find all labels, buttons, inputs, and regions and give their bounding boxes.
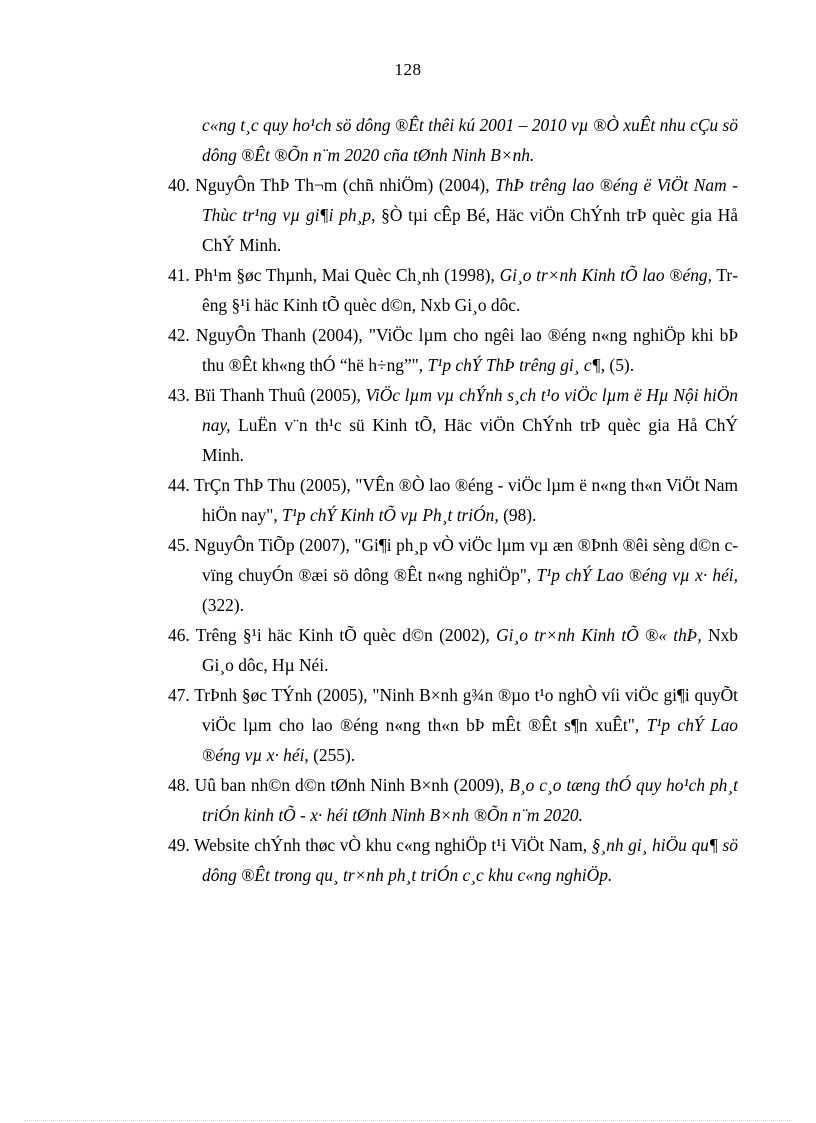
reference-author-text: Ph¹m §øc Thµnh, Mai Quèc Ch¸nh (1998), [194,265,500,285]
reference-publication-text: , §Ò tµi cÊp Bé, Häc viÖn ChÝnh trÞ quèc gia Hå ChÝ Minh. [202,205,738,255]
reference-title: T¹p chÝ Kinh tÕ vµ Ph¸t triÓn, [282,505,499,525]
reference-author-text: NguyÔn ThÞ Th¬m (chñ nhiÖm) (2004), [195,175,496,195]
reference-item [168,680,738,770]
reference-publication-text: Trêng §¹i häc Kinh tÕ quèc d©n, Nxb Gi¸o dôc. [202,265,738,315]
reference-publication-text: (255). [308,745,356,765]
reference-number: 46. [168,625,190,645]
reference-author-text: NguyÔn TiÕp (2007), "Gi¶i ph¸p vÒ viÖc lµm vµ æn ®Þnh ®êi sèng d©n c vïng chuyÓn ®æi sö dông ®Êt n«ng nghiÖp", [194,535,738,585]
reference-author-text: Uû ban nh©n d©n tØnh Ninh B×nh (2009), [194,775,510,795]
reference-number: 44. [168,475,190,495]
reference-item [168,770,738,830]
reference-title: Gi¸o tr×nh Kinh tÕ lao ®éng, [499,265,712,285]
reference-title: T¹p chÝ Lao ®éng vµ x· héi, [202,715,738,765]
reference-list [168,110,738,890]
reference-author-text: TrÇn ThÞ Thu (2005), "VÊn ®Ò lao ®éng - viÖc lµm ë n«ng th«n ViÖt Nam hiÖn nay", [193,475,738,525]
reference-number: 41. [168,265,190,285]
reference-item [168,320,738,380]
reference-entries [168,170,738,890]
reference-author-text: TrÞnh §øc TÝnh (2005), "Ninh B×nh g¾n ®µo t¹o nghÒ víi viÖc gi¶i quyÕt viÖc lµm cho lao ®éng n«ng th«n bÞ mÊt ®Êt s¶n xuÊt", [194,685,738,735]
reference-title: B¸o c¸o tæng thÓ quy ho¹ch ph¸t triÓn kinh tÕ - x· héi tØnh Ninh B×nh ®Õn n¨m 2020. [202,775,738,825]
reference-title: ViÖc lµm vµ chÝnh s¸ch t¹o viÖc lµm ë Hµ Nội hiÖn nay, [202,385,739,435]
reference-continuation: c«ng t¸c quy ho¹ch sö dông ®Êt thêi kú 2001 – 2010 vµ ®Ò xuÊt nhu cÇu sö dông ®Êt ®Õn n¨m 2020 cña tØnh Ninh B×nh. [202,115,738,165]
reference-publication-text: LuËn v¨n th¹c sü Kinh tÕ, Häc viÖn ChÝnh trÞ quèc gia Hå ChÝ Minh. [202,415,738,465]
reference-author-text: Website chÝnh thøc vÒ khu c«ng nghiÖp t¹i ViÖt Nam, [194,835,592,855]
reference-publication-text: (98). [498,505,537,525]
reference-item [168,380,738,470]
reference-number: 45. [168,535,190,555]
reference-item [168,830,738,890]
reference-title: Gi¸o tr×nh Kinh tÕ ®« thÞ, [496,625,702,645]
reference-publication-text: (322). [202,595,245,615]
reference-number: 43. [168,385,190,405]
reference-author-text: Trêng §¹i häc Kinh tÕ quèc d©n (2002), [195,625,497,645]
reference-publication-text: Nxb Gi¸o dôc, Hµ Néi. [202,625,738,675]
reference-title: §¸nh gi¸ hiÖu qu¶ sö dông ®Êt trong qu¸ tr×nh ph¸t triÓn c¸c khu c«ng nghiÖp. [202,835,738,885]
reference-author-text: Bïi Thanh Thuû (2005), [194,385,366,405]
reference-item [168,470,738,530]
reference-publication-text: (5). [605,355,635,375]
page-number: 128 [394,60,422,79]
reference-item [168,170,738,260]
reference-number: 47. [168,685,190,705]
reference-item [168,620,738,680]
reference-item [168,530,738,620]
reference-title: T¹p chÝ Lao ®éng vµ x· héi, [536,565,738,585]
reference-number: 40. [168,175,190,195]
reference-item [168,260,738,320]
reference-title: T¹p chÝ ThÞ trêng gi¸ c¶, [427,355,606,375]
reference-title: ThÞ trêng lao ®éng ë ViÖt Nam - Thùc tr¹ng vµ gi¶i ph¸p [202,175,738,225]
reference-author-text: NguyÔn Thanh (2004), "ViÖc lµm cho ngêi lao ®éng n«ng nghiÖp khi bÞ thu ®Êt kh«ng thÓ “hë h÷ng”", [195,325,738,375]
page-bottom-divider [24,1120,792,1121]
reference-number: 49. [168,835,190,855]
reference-number: 42. [168,325,190,345]
reference-number: 48. [168,775,190,795]
